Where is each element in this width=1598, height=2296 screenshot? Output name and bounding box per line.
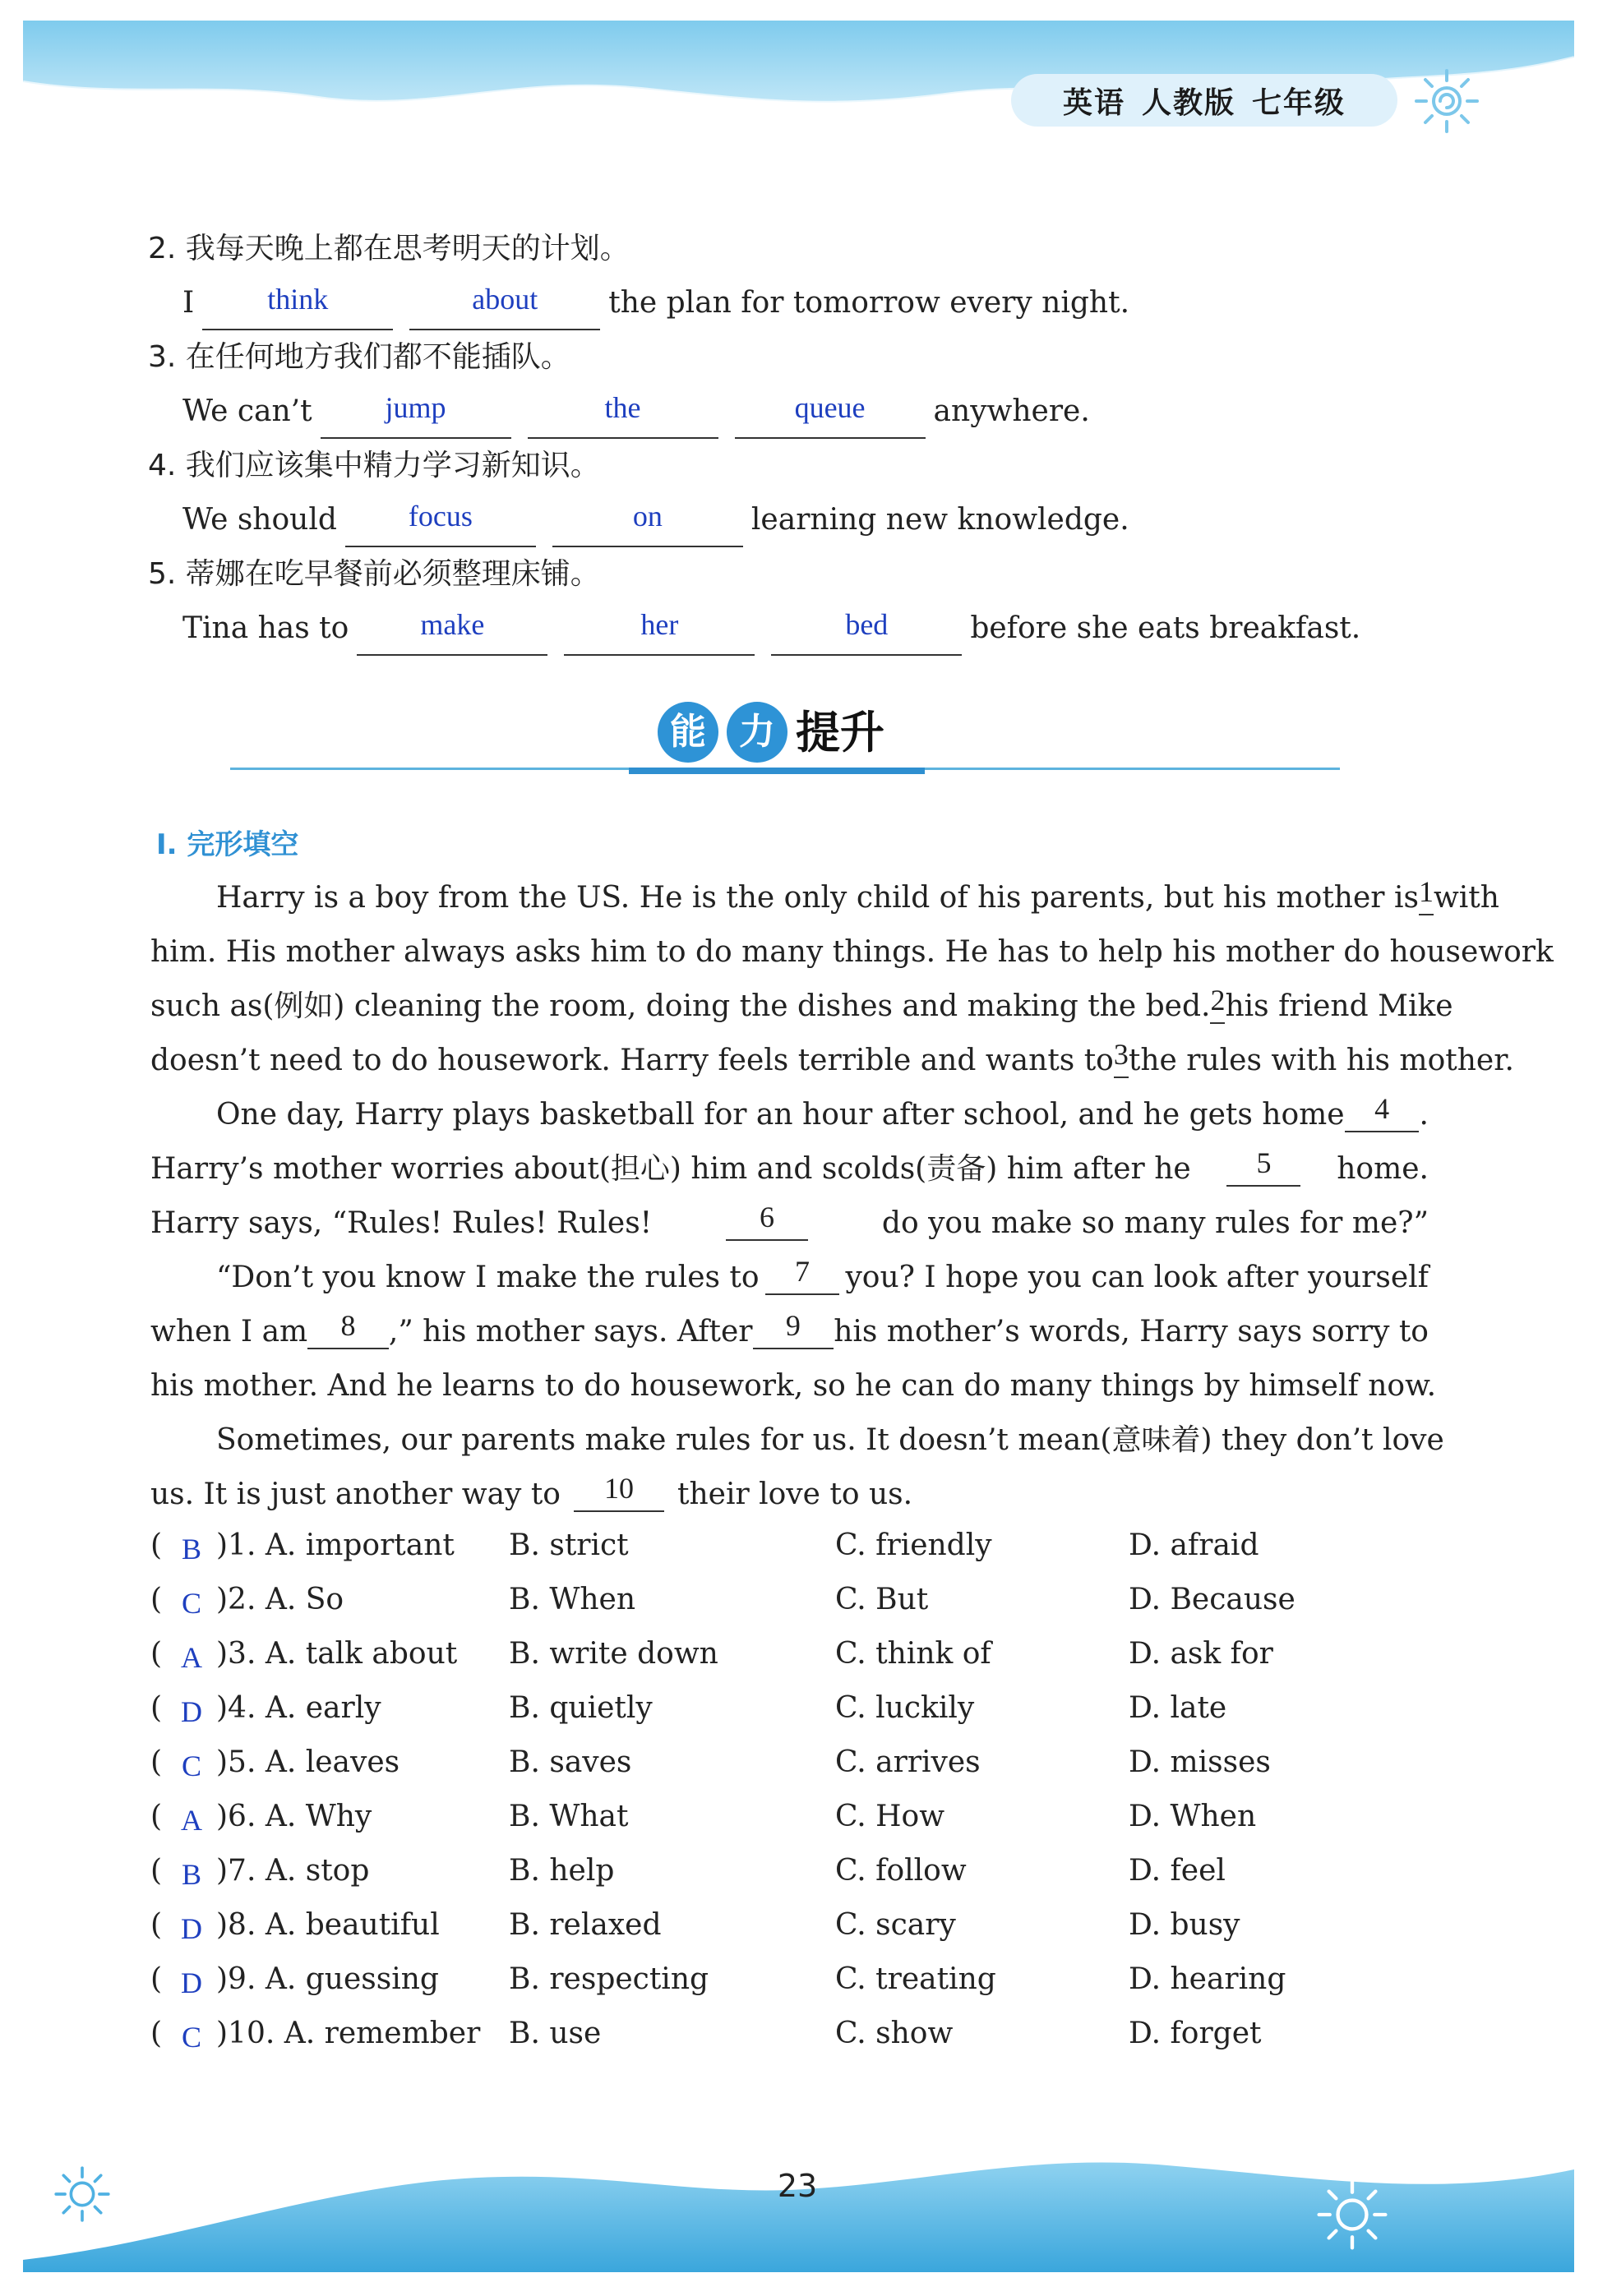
sentence-lead: We should xyxy=(182,503,337,537)
translation-chinese: 4. 我们应该集中精力学习新知识。 xyxy=(148,449,600,482)
option-b: B. relaxed xyxy=(509,1908,662,1942)
option-c: C. But xyxy=(835,1583,929,1616)
option-d: D. hearing xyxy=(1129,1962,1286,1996)
selected-answer: A xyxy=(181,1641,202,1674)
passage-text: when I am xyxy=(150,1315,308,1349)
answer-blank xyxy=(409,283,600,330)
option-row xyxy=(150,1953,1433,2007)
header-banner xyxy=(0,0,1598,140)
sentence-tail: the plan for tomorrow every night. xyxy=(608,286,1130,320)
handwritten-answer: focus xyxy=(408,500,473,533)
passage-text: their love to us. xyxy=(677,1478,913,1511)
option-b: B. saves xyxy=(509,1745,632,1779)
sentence-tail: learning new knowledge. xyxy=(751,503,1129,537)
handwritten-answer: queue xyxy=(794,391,866,424)
option-b: B. strict xyxy=(509,1528,629,1562)
option-row xyxy=(150,1681,1433,1736)
selected-answer: D xyxy=(181,1912,202,1945)
passage-text: with xyxy=(1433,881,1499,915)
title-text: 提升 xyxy=(796,707,884,758)
footer-banner xyxy=(0,2120,1598,2293)
cloze-blank: 8 xyxy=(307,1305,389,1349)
selected-answer: C xyxy=(181,2021,201,2054)
option-c: C. How xyxy=(835,1800,945,1833)
answer-options xyxy=(150,1519,1433,2061)
passage-text: us. It is just another way to xyxy=(150,1478,561,1511)
cloze-blank: 5 xyxy=(1226,1142,1300,1187)
option-row xyxy=(150,1790,1433,1844)
selected-answer: D xyxy=(181,1966,202,1999)
sentence-lead: I xyxy=(182,286,195,320)
header-subject: 英语 xyxy=(1062,85,1125,120)
option-q: )2. A. So xyxy=(216,1583,344,1616)
option-q: )9. A. guessing xyxy=(216,1962,439,1996)
handwritten-answer: make xyxy=(420,608,485,641)
page-number: 23 xyxy=(777,2168,818,2204)
option-q: )8. A. beautiful xyxy=(216,1908,440,1942)
cloze-blank: 3 xyxy=(1114,1034,1129,1078)
passage-text: ,” his mother says. After xyxy=(388,1315,753,1349)
selected-answer: A xyxy=(181,1804,202,1837)
option-d: D. afraid xyxy=(1129,1528,1259,1562)
passage-line xyxy=(150,980,1453,1034)
cloze-passage xyxy=(150,871,1554,1522)
sun-icon-left xyxy=(41,2153,123,2235)
selected-answer: C xyxy=(181,1587,201,1620)
answer-blank xyxy=(564,608,755,656)
sentence-lead: We can’t xyxy=(182,394,312,428)
open-paren: ( xyxy=(150,1854,163,1888)
handwritten-answer: on xyxy=(632,500,663,533)
open-paren: ( xyxy=(150,1528,163,1562)
option-row xyxy=(150,1736,1433,1790)
passage-text: Harry is a boy from the US. He is the only child of his parents, but his mother is xyxy=(216,881,1419,915)
handwritten-answer: jump xyxy=(385,391,446,424)
translation-chinese: 3. 在任何地方我们都不能插队。 xyxy=(148,340,570,374)
title-underline-accent xyxy=(629,768,925,774)
option-c: C. show xyxy=(835,2017,954,2050)
option-row xyxy=(150,1844,1433,1898)
option-c: C. arrives xyxy=(835,1745,981,1779)
option-b: B. quietly xyxy=(509,1691,653,1725)
cloze-blank: 7 xyxy=(765,1251,839,1295)
translation-item xyxy=(148,547,1430,656)
open-paren: ( xyxy=(150,1583,163,1616)
open-paren: ( xyxy=(150,1908,163,1942)
cloze-blank: 10 xyxy=(574,1468,664,1512)
option-b: B. use xyxy=(509,2017,602,2050)
passage-line xyxy=(150,1034,1514,1088)
answer-blank xyxy=(771,608,962,656)
header-edition: 人教版 xyxy=(1141,85,1235,120)
open-paren: ( xyxy=(150,1691,163,1725)
passage-text: you? I hope you can look after yourself xyxy=(845,1261,1429,1294)
header-grade: 七年级 xyxy=(1252,85,1346,120)
passage-text: doesn’t need to do housework. Harry feels terrible and wants to xyxy=(150,1044,1114,1077)
option-row xyxy=(150,1573,1433,1627)
translation-section xyxy=(148,222,1430,656)
passage-text: One day, Harry plays basketball for an hour after school, and he gets home xyxy=(216,1098,1345,1132)
section-title xyxy=(230,698,1340,781)
title-badge-2: 力 xyxy=(727,702,787,763)
option-q: )10. A. remember xyxy=(216,2017,481,2050)
option-b: B. help xyxy=(509,1854,615,1888)
selected-answer: D xyxy=(181,1695,202,1728)
passage-text: . xyxy=(1419,1098,1429,1132)
passage-line xyxy=(150,1305,1429,1359)
translation-english xyxy=(148,276,1430,330)
option-d: D. When xyxy=(1129,1800,1257,1833)
option-q: )3. A. talk about xyxy=(216,1637,458,1671)
sun-icon xyxy=(1402,56,1492,146)
option-d: D. forget xyxy=(1129,2017,1262,2050)
passage-text: home. xyxy=(1337,1152,1429,1186)
handwritten-answer: think xyxy=(267,283,329,316)
passage-text: Harry’s mother worries about(担心) him and scolds(责备) him after he xyxy=(150,1152,1191,1186)
cloze-heading: Ⅰ. 完形填空 xyxy=(156,828,299,861)
open-paren: ( xyxy=(150,1637,163,1671)
header-label xyxy=(1011,74,1397,127)
option-c: C. scary xyxy=(835,1908,956,1942)
option-d: D. misses xyxy=(1129,1745,1271,1779)
selected-answer: C xyxy=(181,1750,201,1782)
option-c: C. think of xyxy=(835,1637,991,1671)
option-d: D. busy xyxy=(1129,1908,1240,1942)
option-q: )7. A. stop xyxy=(216,1854,370,1888)
translation-english xyxy=(148,602,1430,656)
option-q: )4. A. early xyxy=(216,1691,381,1725)
option-c: C. luckily xyxy=(835,1691,975,1725)
sentence-lead: Tina has to xyxy=(182,611,349,645)
passage-line xyxy=(150,871,1499,925)
passage-text: Harry says, “Rules! Rules! Rules! xyxy=(150,1206,653,1240)
answer-blank xyxy=(357,608,547,656)
passage-line xyxy=(150,1468,1429,1522)
sentence-tail: anywhere. xyxy=(933,394,1090,428)
option-c: C. friendly xyxy=(835,1528,992,1562)
option-c: C. treating xyxy=(835,1962,996,1996)
cloze-blank: 1 xyxy=(1419,871,1434,915)
open-paren: ( xyxy=(150,1962,163,1996)
title-badge-1: 能 xyxy=(658,702,718,763)
passage-text: the rules with his mother. xyxy=(1128,1044,1514,1077)
passage-line xyxy=(150,925,1554,980)
cloze-blank: 4 xyxy=(1345,1088,1419,1132)
passage-text: Sometimes, our parents make rules for us. It doesn’t mean(意味着) they don’t love xyxy=(216,1423,1444,1457)
translation-english xyxy=(148,385,1430,439)
passage-line xyxy=(150,1142,1429,1196)
answer-blank xyxy=(321,391,511,439)
passage-text: his mother’s words, Harry says sorry to xyxy=(834,1315,1429,1349)
passage-line xyxy=(150,1088,1429,1142)
translation-english xyxy=(148,493,1430,547)
translation-chinese: 2. 我每天晚上都在思考明天的计划。 xyxy=(148,232,630,265)
handwritten-answer: bed xyxy=(845,608,889,641)
option-row xyxy=(150,1898,1433,1953)
translation-chinese: 5. 蒂娜在吃早餐前必须整理床铺。 xyxy=(148,557,600,591)
passage-line xyxy=(150,1413,1444,1468)
selected-answer: B xyxy=(181,1858,201,1891)
passage-text: do you make so many rules for me?” xyxy=(881,1206,1429,1240)
passage-line xyxy=(150,1359,1437,1413)
answer-blank xyxy=(552,500,743,547)
cloze-blank: 2 xyxy=(1210,980,1225,1024)
option-row xyxy=(150,1627,1433,1681)
open-paren: ( xyxy=(150,1800,163,1833)
option-b: B. What xyxy=(509,1800,629,1833)
option-row xyxy=(150,2007,1433,2061)
option-b: B. write down xyxy=(509,1637,718,1671)
cloze-blank: 6 xyxy=(726,1196,808,1241)
passage-text: “Don’t you know I make the rules to xyxy=(216,1261,760,1294)
answer-blank xyxy=(735,391,926,439)
option-c: C. follow xyxy=(835,1854,967,1888)
open-paren: ( xyxy=(150,1745,163,1779)
sun-icon-right xyxy=(1303,2165,1402,2264)
option-b: B. When xyxy=(509,1583,636,1616)
option-d: D. ask for xyxy=(1129,1637,1273,1671)
selected-answer: B xyxy=(181,1533,201,1565)
passage-text: him. His mother always asks him to do many things. He has to help his mother do housework xyxy=(150,935,1554,969)
passage-line xyxy=(150,1251,1429,1305)
option-d: D. feel xyxy=(1129,1854,1226,1888)
answer-blank xyxy=(528,391,718,439)
translation-item xyxy=(148,222,1430,330)
option-d: D. Because xyxy=(1129,1583,1295,1616)
option-b: B. respecting xyxy=(509,1962,709,1996)
open-paren: ( xyxy=(150,2017,163,2050)
passage-text: his mother. And he learns to do housework, so he can do many things by himself now. xyxy=(150,1369,1437,1403)
option-q: )5. A. leaves xyxy=(216,1745,400,1779)
cloze-blank: 9 xyxy=(753,1305,834,1349)
answer-blank xyxy=(202,283,393,330)
handwritten-answer: the xyxy=(604,391,641,424)
option-row xyxy=(150,1519,1433,1573)
passage-text: such as(例如) cleaning the room, doing the dishes and making the bed. xyxy=(150,989,1211,1023)
option-q: )1. A. important xyxy=(216,1528,455,1562)
sentence-tail: before she eats breakfast. xyxy=(970,611,1361,645)
answer-blank xyxy=(345,500,536,547)
handwritten-answer: her xyxy=(640,608,679,641)
passage-text: his friend Mike xyxy=(1225,989,1453,1023)
translation-item xyxy=(148,330,1430,439)
option-q: )6. A. Why xyxy=(216,1800,372,1833)
option-d: D. late xyxy=(1129,1691,1227,1725)
translation-item xyxy=(148,439,1430,547)
passage-line xyxy=(150,1196,1429,1251)
handwritten-answer: about xyxy=(472,283,538,316)
